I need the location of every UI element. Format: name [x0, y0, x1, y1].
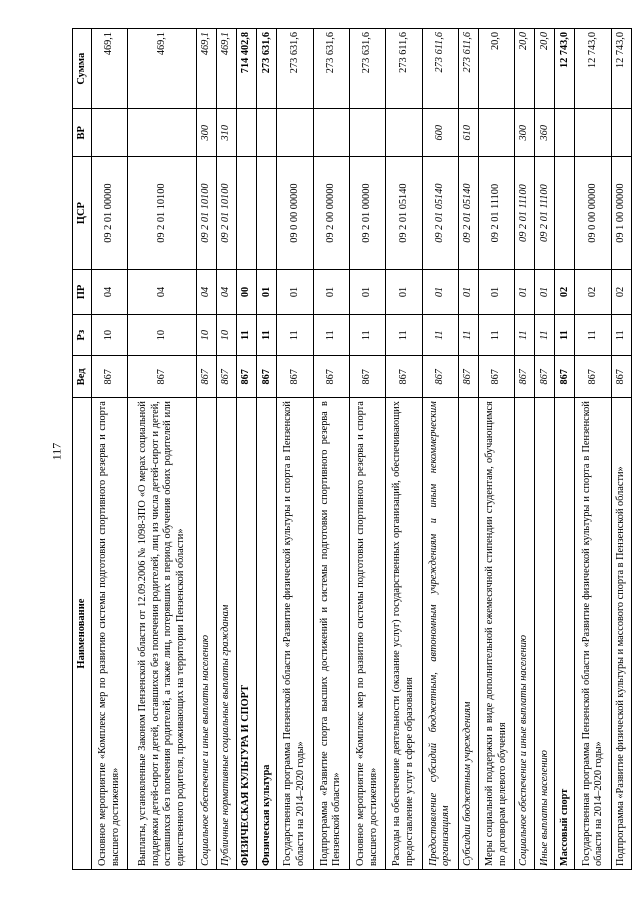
- cell-rz: 11: [478, 314, 514, 356]
- cell-name: Меры социальной поддержки в виде дополнительной ежемесячной стипендии студентам, обучающимся по договорам целевого обучения: [478, 398, 514, 870]
- header-ved: Вед: [73, 356, 92, 398]
- header-sum: Сумма: [73, 29, 92, 109]
- table-row: [535, 29, 555, 870]
- cell-rz: 11: [422, 314, 458, 356]
- cell-rz: 11: [575, 314, 611, 356]
- cell-name: Социальное обеспечение и иные выплаты населению: [515, 398, 535, 870]
- cell-sum: 469,1: [217, 29, 237, 109]
- cell-ved: 867: [349, 356, 385, 398]
- cell-name: Основное мероприятие «Комплекс мер по развитию системы подготовки спортивного резерва и спорта высшего достижения»: [349, 398, 385, 870]
- cell-csr: [555, 157, 575, 270]
- cell-vr: [349, 109, 385, 157]
- table-row: [128, 29, 197, 870]
- cell-csr: 09 2 00 00000: [313, 157, 349, 270]
- cell-rz: 11: [277, 314, 313, 356]
- cell-csr: 09 2 01 05140: [386, 157, 422, 270]
- cell-rz: 10: [197, 314, 217, 356]
- cell-csr: 09 2 01 00000: [349, 157, 385, 270]
- cell-sum: 273 631,6: [257, 29, 277, 109]
- cell-csr: 09 2 01 10100: [128, 157, 197, 270]
- cell-name: Основное мероприятие «Комплекс мер по развитию системы подготовки спортивного резерва и спорта высшего достижения»: [92, 398, 128, 870]
- cell-pr: 02: [555, 270, 575, 315]
- cell-vr: [313, 109, 349, 157]
- cell-name: Физическая культура: [257, 398, 277, 870]
- cell-ved: 867: [386, 356, 422, 398]
- cell-vr: [575, 109, 611, 157]
- cell-vr: [386, 109, 422, 157]
- cell-ved: 867: [575, 356, 611, 398]
- table-row: [349, 29, 385, 870]
- budget-table: [72, 28, 632, 870]
- cell-csr: 09 2 01 11100: [515, 157, 535, 270]
- table-row: [515, 29, 535, 870]
- cell-csr: 09 2 01 10100: [197, 157, 217, 270]
- cell-ved: 867: [237, 356, 257, 398]
- cell-name: Подпрограмма «Развитие физической культуры и массового спорта в Пензенской области»: [611, 398, 631, 870]
- table-row: [313, 29, 349, 870]
- cell-vr: [611, 109, 631, 157]
- cell-rz: 10: [128, 314, 197, 356]
- header-pr: ПР: [73, 270, 92, 315]
- cell-csr: [237, 157, 257, 270]
- cell-pr: 01: [515, 270, 535, 315]
- cell-ved: 867: [422, 356, 458, 398]
- cell-vr: [478, 109, 514, 157]
- cell-name: Государственная программа Пензенской области «Развитие физической культуры и спорта в Пензенской области на 2014–2020 годы»: [575, 398, 611, 870]
- page-number: 117: [49, 442, 64, 461]
- cell-pr: 04: [197, 270, 217, 315]
- cell-ved: 867: [277, 356, 313, 398]
- cell-ved: 867: [515, 356, 535, 398]
- cell-vr: [257, 109, 277, 157]
- cell-rz: 11: [515, 314, 535, 356]
- cell-sum: 20,0: [535, 29, 555, 109]
- cell-rz: 10: [92, 314, 128, 356]
- cell-sum: 469,1: [197, 29, 217, 109]
- cell-vr: [237, 109, 257, 157]
- cell-csr: 09 2 01 05140: [458, 157, 478, 270]
- cell-name: Публичные нормативные социальные выплаты гражданам: [217, 398, 237, 870]
- cell-csr: 09 2 01 10100: [217, 157, 237, 270]
- cell-sum: 714 402,8: [237, 29, 257, 109]
- cell-sum: 12 743,0: [555, 29, 575, 109]
- cell-ved: 867: [478, 356, 514, 398]
- cell-csr: 09 2 01 05140: [422, 157, 458, 270]
- cell-vr: 610: [458, 109, 478, 157]
- cell-vr: [277, 109, 313, 157]
- cell-ved: 867: [217, 356, 237, 398]
- cell-ved: 867: [92, 356, 128, 398]
- cell-name: Субсидии бюджетным учреждениям: [458, 398, 478, 870]
- cell-sum: 273 611,6: [386, 29, 422, 109]
- cell-csr: [257, 157, 277, 270]
- header-name: Наименование: [73, 398, 92, 870]
- cell-vr: 310: [217, 109, 237, 157]
- cell-name: Государственная программа Пензенской области «Развитие физической культуры и спорта в Пензенской области на 2014–2020 годы»: [277, 398, 313, 870]
- cell-sum: 273 631,6: [277, 29, 313, 109]
- cell-ved: 867: [458, 356, 478, 398]
- cell-vr: 600: [422, 109, 458, 157]
- cell-sum: 273 611,6: [422, 29, 458, 109]
- table-row: [277, 29, 313, 870]
- cell-vr: 360: [535, 109, 555, 157]
- header-rz: Рз: [73, 314, 92, 356]
- cell-rz: 11: [349, 314, 385, 356]
- cell-sum: 273 631,6: [349, 29, 385, 109]
- cell-csr: 09 2 01 00000: [92, 157, 128, 270]
- cell-sum: 20,0: [478, 29, 514, 109]
- table-header-row: [73, 29, 92, 870]
- cell-ved: 867: [555, 356, 575, 398]
- cell-ved: 867: [611, 356, 631, 398]
- cell-sum: 273 611,6: [458, 29, 478, 109]
- cell-name: Предоставление субсидий бюджетным, автономным учреждениям и иным некоммерческим организациям: [422, 398, 458, 870]
- cell-pr: 04: [128, 270, 197, 315]
- cell-pr: 01: [257, 270, 277, 315]
- cell-sum: 12 743,0: [611, 29, 631, 109]
- cell-pr: 02: [575, 270, 611, 315]
- cell-pr: 01: [313, 270, 349, 315]
- table-row: [257, 29, 277, 870]
- cell-pr: 00: [237, 270, 257, 315]
- cell-vr: [92, 109, 128, 157]
- cell-pr: 01: [478, 270, 514, 315]
- cell-rz: 11: [611, 314, 631, 356]
- cell-name: Массовый спорт: [555, 398, 575, 870]
- cell-rz: 11: [313, 314, 349, 356]
- cell-csr: 09 2 01 11100: [535, 157, 555, 270]
- cell-name: Выплаты, установленные Законом Пензенской области от 12.09.2006 № 1098-ЗПО «О мерах социальной поддержки детей-сирот и детей, оставшихся без попечения родителей, лиц из числа детей-сирот и детей, оставшихся без попечения родителей, а также лиц, потерявших в период обучения обоих родителей или единственного родителя, проживающих на территории Пензенской области»: [128, 398, 197, 870]
- cell-csr: 09 0 00 00000: [575, 157, 611, 270]
- cell-pr: 04: [92, 270, 128, 315]
- table-body: [92, 29, 632, 870]
- cell-vr: [128, 109, 197, 157]
- cell-pr: 01: [277, 270, 313, 315]
- cell-sum: 469,1: [128, 29, 197, 109]
- header-csr: ЦСР: [73, 157, 92, 270]
- table-row: [92, 29, 128, 870]
- cell-ved: 867: [197, 356, 217, 398]
- cell-sum: 12 743,0: [575, 29, 611, 109]
- cell-pr: 01: [535, 270, 555, 315]
- cell-rz: 11: [555, 314, 575, 356]
- cell-pr: 01: [349, 270, 385, 315]
- table-row: [237, 29, 257, 870]
- cell-pr: 01: [422, 270, 458, 315]
- cell-name: Подпрограмма «Развитие спорта высших достижений и системы подготовки спортивного резерва в Пензенской области»: [313, 398, 349, 870]
- cell-name: Социальное обеспечение и иные выплаты населению: [197, 398, 217, 870]
- cell-ved: 867: [257, 356, 277, 398]
- table-row: [197, 29, 217, 870]
- cell-vr: 300: [197, 109, 217, 157]
- table-row: [575, 29, 611, 870]
- table-row: [458, 29, 478, 870]
- cell-ved: 867: [535, 356, 555, 398]
- cell-pr: 02: [611, 270, 631, 315]
- table-row: [555, 29, 575, 870]
- cell-rz: 11: [237, 314, 257, 356]
- cell-csr: 09 1 00 00000: [611, 157, 631, 270]
- cell-name: Иные выплаты населению: [535, 398, 555, 870]
- table-row: [217, 29, 237, 870]
- rotated-table-container: [72, 28, 632, 870]
- cell-sum: 273 631,6: [313, 29, 349, 109]
- cell-rz: 11: [458, 314, 478, 356]
- cell-ved: 867: [313, 356, 349, 398]
- cell-rz: 11: [257, 314, 277, 356]
- cell-sum: 469,1: [92, 29, 128, 109]
- cell-rz: 11: [386, 314, 422, 356]
- table-row: [422, 29, 458, 870]
- table-row: [478, 29, 514, 870]
- cell-csr: 09 0 00 00000: [277, 157, 313, 270]
- table-row: [611, 29, 631, 870]
- cell-sum: 20,0: [515, 29, 535, 109]
- cell-pr: 01: [386, 270, 422, 315]
- cell-rz: 10: [217, 314, 237, 356]
- cell-ved: 867: [128, 356, 197, 398]
- table-row: [386, 29, 422, 870]
- header-vr: ВР: [73, 109, 92, 157]
- cell-name: ФИЗИЧЕСКАЯ КУЛЬТУРА И СПОРТ: [237, 398, 257, 870]
- cell-pr: 01: [458, 270, 478, 315]
- cell-pr: 04: [217, 270, 237, 315]
- cell-vr: [555, 109, 575, 157]
- cell-vr: 300: [515, 109, 535, 157]
- cell-rz: 11: [535, 314, 555, 356]
- cell-name: Расходы на обеспечение деятельности (оказание услуг) государственных организаций, обеспечивающих предоставление услуг в сфере образования: [386, 398, 422, 870]
- cell-csr: 09 2 01 11100: [478, 157, 514, 270]
